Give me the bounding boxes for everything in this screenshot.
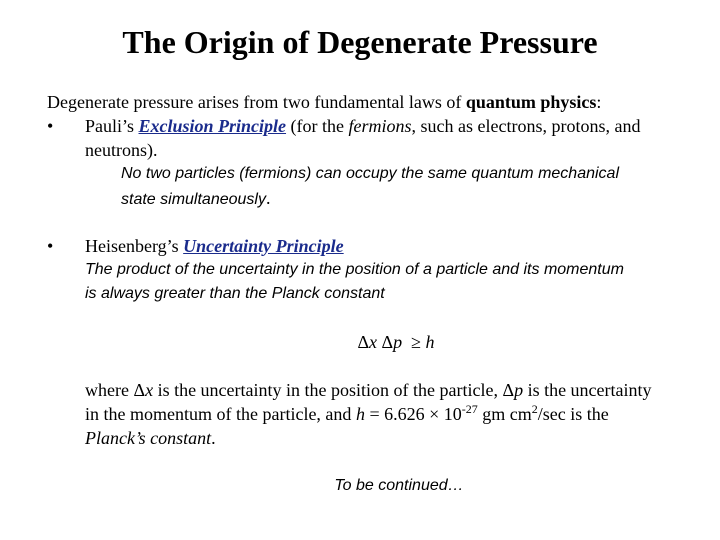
pauli-note-end: . bbox=[265, 188, 271, 208]
uncertainty-equation bbox=[47, 330, 715, 354]
where-p: p bbox=[514, 380, 524, 400]
pauli-continuation: neutrons). bbox=[85, 140, 158, 160]
where-exp: -27 bbox=[461, 402, 478, 416]
uncertainty-principle-term: Uncertainty Principle bbox=[183, 236, 344, 256]
where-w2: is the uncertainty in the position of the particle, bbox=[153, 380, 503, 400]
intro-colon: : bbox=[596, 92, 602, 112]
page-title: The Origin of Degenerate Pressure bbox=[122, 24, 598, 60]
where-line2 bbox=[47, 402, 715, 426]
where-delta-p: Δ bbox=[502, 380, 515, 400]
where-w6: gm cm bbox=[477, 404, 532, 424]
where-x: x bbox=[145, 380, 154, 400]
intro-bold: quantum physics bbox=[465, 92, 597, 112]
where-line3 bbox=[47, 426, 715, 450]
where-h: h bbox=[355, 404, 365, 424]
heisenberg-prefix: Heisenberg’s bbox=[85, 236, 184, 256]
intro-text: Degenerate pressure arises from two fundamental laws of bbox=[47, 92, 466, 112]
eq-p: p bbox=[393, 332, 403, 352]
pauli-mid2: , such as electrons, protons, and bbox=[411, 116, 641, 136]
where-w4: in the momentum of the particle, and bbox=[85, 404, 356, 424]
eq-x: x bbox=[369, 332, 378, 352]
planck-constant-term: Planck’s constant bbox=[85, 428, 212, 448]
fermions-word: fermions bbox=[348, 116, 412, 136]
pauli-prefix: Pauli’s bbox=[85, 116, 139, 136]
eq-geq: ≥ bbox=[411, 332, 422, 352]
where-w5: = 6.626 × 10 bbox=[364, 404, 462, 424]
bullet-marker: • bbox=[47, 116, 54, 136]
delta-x-symbol: Δ bbox=[357, 332, 370, 352]
where-exp2: 2 bbox=[531, 402, 538, 416]
pauli-note-line2-wrap bbox=[47, 186, 715, 210]
to-be-continued: To be continued… bbox=[334, 477, 464, 494]
where-w7: /sec is the bbox=[537, 404, 609, 424]
where-w1: where bbox=[85, 380, 134, 400]
bullet-marker: • bbox=[47, 236, 54, 256]
pauli-note-line2: state simultaneously bbox=[121, 191, 266, 208]
heisenberg-desc-line1: The product of the uncertainty in the position of a particle and its momentum bbox=[85, 261, 624, 278]
where-w3: is the uncertainty bbox=[523, 380, 652, 400]
delta-p-symbol: Δ bbox=[381, 332, 394, 352]
pauli-note-line1: No two particles (fermions) can occupy the same quantum mechanical bbox=[121, 165, 619, 182]
pauli-mid1: (for the bbox=[286, 116, 349, 136]
bullet-item-heisenberg bbox=[47, 234, 715, 258]
exclusion-principle-term: Exclusion Principle bbox=[138, 116, 287, 136]
where-end: . bbox=[211, 428, 216, 448]
intro-line bbox=[47, 90, 715, 114]
bullet-item-pauli bbox=[47, 114, 715, 138]
where-delta-x: Δ bbox=[133, 380, 146, 400]
slide-body bbox=[47, 90, 715, 498]
eq-h: h bbox=[425, 332, 435, 352]
where-line1 bbox=[47, 378, 715, 402]
heisenberg-desc-line2: is always greater than the Planck constant bbox=[85, 285, 385, 302]
